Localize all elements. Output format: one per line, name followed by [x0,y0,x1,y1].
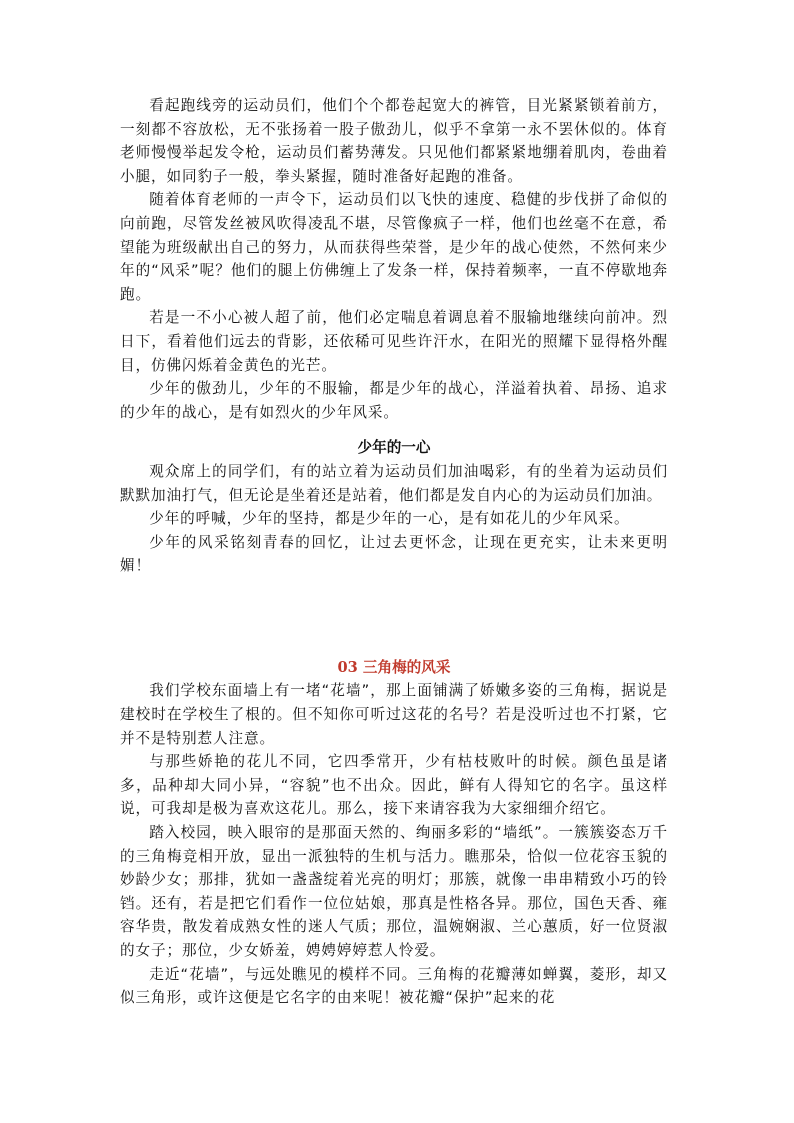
paragraph: 走近“花墙”，与远处瞧见的模样不同。三角梅的花瓣薄如蝉翼，菱形，却又似三角形，或许这便是它名字的由来呢！被花瓣“保护”起来的花 [120,965,668,1007]
paragraph: 踏入校园，映入眼帘的是那面天然的、绚丽多彩的“墙纸”。一簇簇姿态万千的三角梅竞相开放，显出一派独特的生机与活力。瞧那朵，恰似一位花容玉貌的妙龄少女；那排，犹如一盏盏绽着光亮的明灯；那簇，就像一串串精致小巧的铃铛。还有，若是把它们看作一位位姑娘，那真是性格各异。那位，国色天香、雍容华贵，散发着成熟女性的迷人气质；那位，温婉娴淑、兰心蕙质，好一位贤淑的女子；那位，少女娇羞，娉娉婷婷惹人怜爱。 [120,824,668,959]
paragraph: 若是一不小心被人超了前，他们必定喘息着调息着不服输地继续向前冲。烈日下，看着他们远去的背影，还依稀可见些许汗水，在阳光的照耀下显得格外醒目，仿佛闪烁着金黄色的光芒。 [120,309,668,374]
document-page [120,94,668,1010]
paragraph: 与那些娇艳的花儿不同，它四季常开，少有枯枝败叶的时候。颜色虽是诸多，品种却大同小异，“容貌”也不出众。因此，鲜有人得知它的名字。虽这样说，可我却是极为喜欢这花儿。那么，接下来请容我为大家细细介绍它。 [120,753,668,818]
section-bougainvillea [120,656,668,1010]
section-sprint [120,94,668,424]
section-heading-red: 03 三角梅的风采 [337,658,451,676]
paragraph: 少年的傲劲儿，少年的不服输，都是少年的战心，洋溢着执着、昂扬、追求的少年的战心，是有如烈火的少年风采。 [120,380,668,421]
section-heading: 少年的一心 [357,439,431,457]
paragraph: 我们学校东面墙上有一堵“花墙”，那上面铺满了娇嫩多姿的三角梅，据说是建校时在学校生了根的。但不知你可听过这花的名号？若是没听过也不打紧，它并不是特别惹人注意。 [120,682,668,747]
paragraph: 少年的风采铭刻青春的回忆，让过去更怀念，让现在更充实，让未来更明媚！ [120,533,668,575]
paragraph: 少年的呼喊，少年的坚持，都是少年的一心，是有如花儿的少年风采。 [149,510,630,528]
section-youth-heart [120,436,668,578]
paragraph: 看起跑线旁的运动员们，他们个个都卷起宽大的裤管，目光紧紧锁着前方，一刻都不容放松，无不张扬着一股子傲劲儿，似乎不拿第一永不罢休似的。体育老师慢慢举起发令枪，运动员们蓄势薄发。只见他们都紧紧地绷着肌肉，卷曲着小腿，如同豹子一般，拳头紧握，随时准备好起跑的准备。 [120,97,668,185]
paragraph: 随着体育老师的一声令下，运动员们以飞快的速度、稳健的步伐拼了命似的向前跑，尽管发丝被风吹得凌乱不堪，尽管像疯子一样，他们也丝毫不在意，希望能为班级献出自己的努力，从而获得些荣誉，是少年的战心使然，不然何来少年的“风采”呢？他们的腿上仿佛缠上了发条一样，保持着频率，一直不停歇地奔跑。 [120,191,668,303]
paragraph: 观众席上的同学们，有的站立着为运动员们加油喝彩，有的坐着为运动员们默默加油打气，但无论是坐着还是站着，他们都是发自内心的为运动员们加油。 [120,462,668,504]
